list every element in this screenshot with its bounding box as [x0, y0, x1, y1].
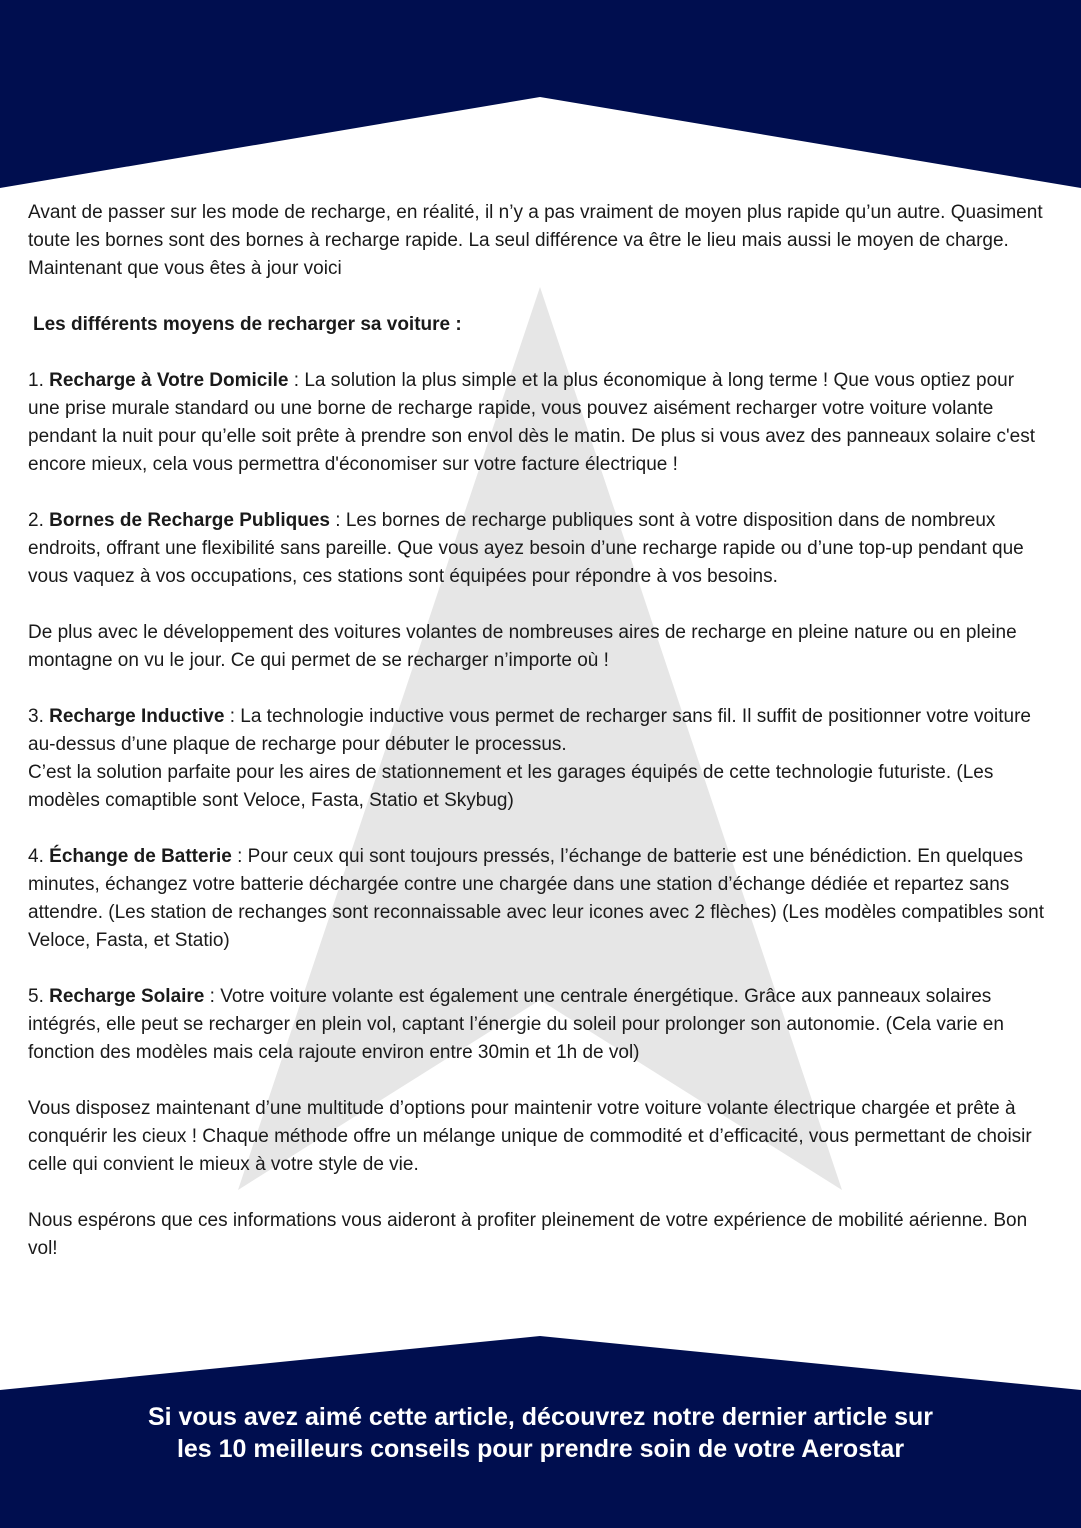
item-title: Bornes de Recharge Publiques — [49, 510, 330, 531]
list-item — [28, 507, 1048, 591]
item-title: Recharge à Votre Domicile — [49, 370, 289, 391]
item-number: 3. — [28, 706, 44, 727]
list-item — [28, 703, 1048, 815]
footer-promo-link[interactable]: Si vous avez aimé cette article, découvrez notre dernier article sur les 10 meilleurs conseils pour prendre soin de votre Aerostar — [147, 1403, 934, 1463]
item-number: 1. — [28, 370, 44, 391]
section-heading: Les différents moyens de recharger sa voiture : — [33, 314, 462, 335]
item-title: Recharge Solaire — [49, 986, 205, 1007]
item-text: : Les bornes de recharge publiques sont à votre disposition dans de nombreux endroits, offrant une flexibilité sans pareille. Que vous ayez besoin d’une recharge rapide ou d’une top-up pendant que vous vaquez à vos occupations, ces stations sont équipées pour répondre à vos besoins. — [28, 510, 1024, 587]
item-title: Échange de Batterie — [49, 846, 232, 867]
item-text: : La technologie inductive vous permet de recharger sans fil. Il suffit de positionner votre voiture au-dessus d’une plaque de recharge pour débuter le processus. — [28, 706, 1031, 755]
item-title: Recharge Inductive — [49, 706, 225, 727]
item-text-continued: C’est la solution parfaite pour les aires de stationnement et les garages équipés de cette technologie futuriste. (Les modèles comaptible sont Veloce, Fasta, Statio et Skybug) — [28, 762, 994, 811]
list-item — [28, 367, 1048, 479]
article-body — [28, 199, 1048, 1291]
item-number: 2. — [28, 510, 44, 531]
intro-paragraph: Avant de passer sur les mode de recharge, en réalité, il n’y a pas vraiment de moyen plus rapide qu’un autre. Quasiment toute les bornes sont des bornes à recharge rapide. La seul différence va être le lieu mais aussi le moyen de charge. Maintenant que vous êtes à jour voici — [28, 202, 1043, 279]
list-item — [28, 983, 1048, 1067]
item-text: : Votre voiture volante est également une centrale énergétique. Grâce aux panneaux solaires intégrés, elle peut se recharger en plein vol, captant l’énergie du soleil pour prolonger son autonomie. (Cela varie en fonction des modèles mais cela rajoute environ entre 30min et 1h de vol) — [28, 986, 1004, 1063]
conclusion-paragraph: Vous disposez maintenant d’une multitude d’options pour maintenir votre voiture volante électrique chargée et prête à conquérir les cieux ! Chaque méthode offre un mélange unique de commodité et d’efficacité, vous permettant de choisir celle qui convient le mieux à votre style de vie. — [28, 1098, 1032, 1175]
closing-paragraph: Nous espérons que ces informations vous aideront à profiter pleinement de votre expérience de mobilité aérienne. Bon vol! — [28, 1210, 1028, 1259]
item-text: : Pour ceux qui sont toujours pressés, l’échange de batterie est une bénédiction. En quelques minutes, échangez votre batterie déchargée contre une chargée dans une station d’échange dédiée et repartez sans attendre. (Les station de rechanges sont reconnaissable avec leur icones avec 2 flèches) (Les modèles compatibles sont Veloce, Fasta, et Statio) — [28, 846, 1045, 951]
item-text: : La solution la plus simple et la plus économique à long terme ! Que vous optiez pour une prise murale standard ou une borne de recharge rapide, vous pouvez aisément recharger votre voiture volante pendant la nuit pour qu’elle soit prête à prendre son envol dès le matin. De plus si vous avez des panneaux solaire c'est encore mieux, cela vous permettra d'économiser sur votre facture électrique ! — [28, 370, 1036, 475]
public-extra-paragraph: De plus avec le développement des voitures volantes de nombreuses aires de recharge en pleine nature ou en pleine montagne on vu le jour. Ce qui permet de se recharger n’importe où ! — [28, 622, 1017, 671]
item-number: 4. — [28, 846, 44, 867]
item-number: 5. — [28, 986, 44, 1007]
list-item — [28, 843, 1048, 955]
top-banner — [0, 0, 1081, 188]
